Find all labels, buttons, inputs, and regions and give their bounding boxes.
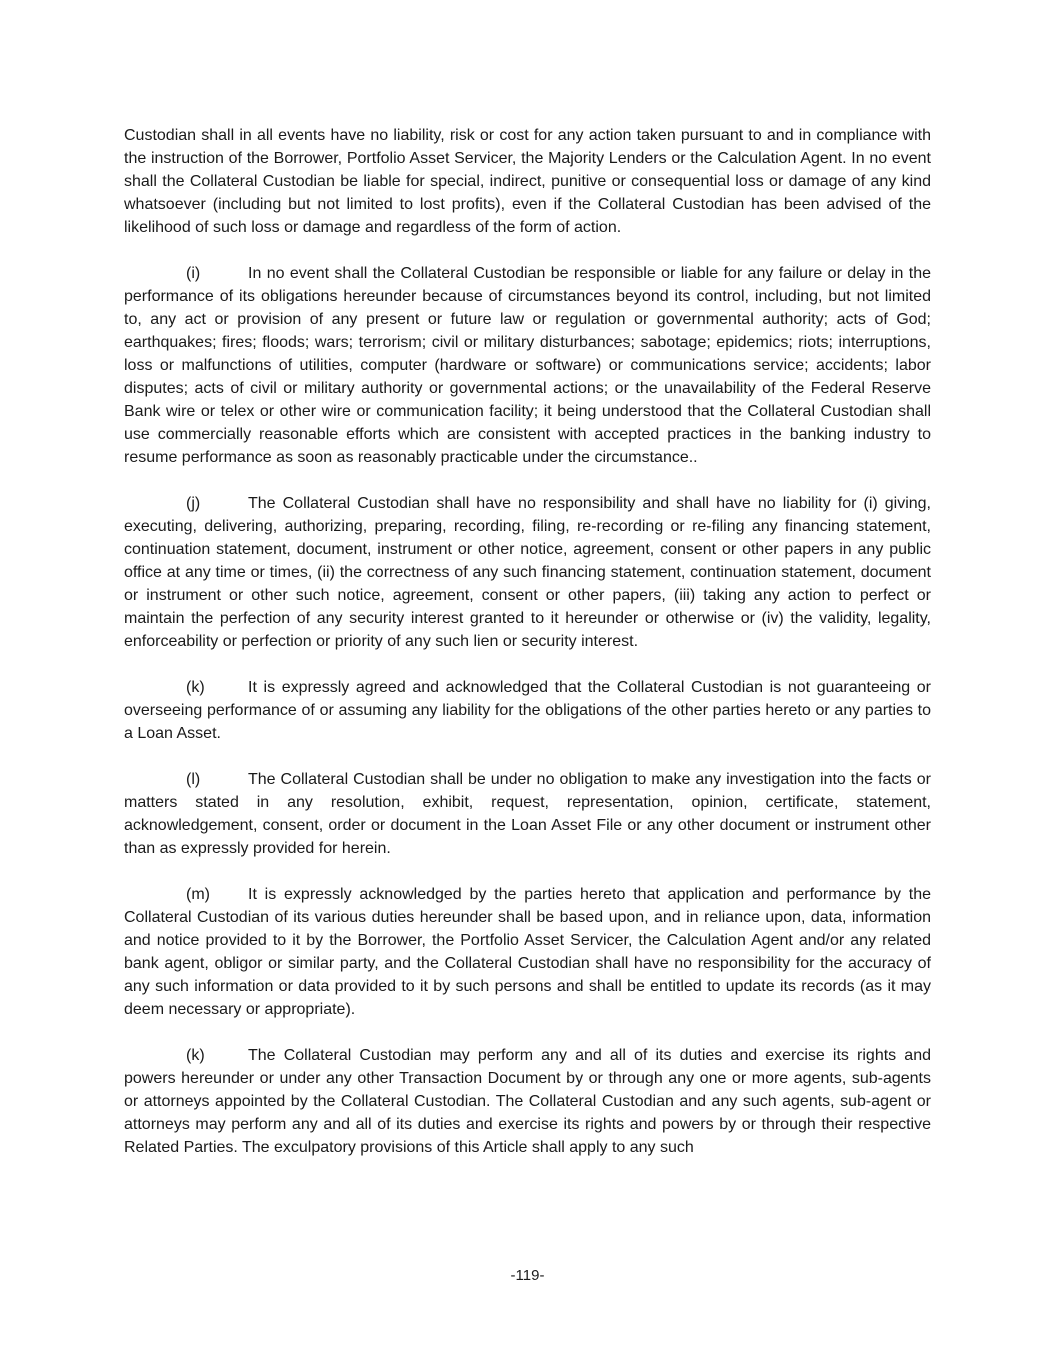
intro-paragraph: Custodian shall in all events have no liability, risk or cost for any action taken pursuant to and in compliance with the instruction of the Borrower, Portfolio Asset Servicer, the Majority Lenders or the Calculation Agent. In no event shall the Collateral Custodian be liable for special, indirect, punitive or consequential loss or damage of any kind whatsoever (including but not limited to lost profits), even if the Collateral Custodian has been advised of the likelihood of such loss or damage and regardless of the form of action.	[124, 127, 931, 236]
section-label: (j)	[186, 495, 201, 512]
section-k2-paragraph	[124, 1044, 931, 1159]
section-text: It is expressly agreed and acknowledged that the Collateral Custodian is not guaranteeing or overseeing performance of or assuming any liability for the obligations of the other parties hereto or any parties to a Loan Asset.	[124, 679, 931, 742]
section-j-paragraph	[124, 492, 931, 653]
section-i-paragraph	[124, 262, 931, 469]
section-text: The Collateral Custodian shall be under no obligation to make any investigation into the facts or matters stated in any resolution, exhibit, request, representation, opinion, certificate, statement, acknowledgement, consent, order or document in the Loan Asset File or any other document or instrument other than as expressly provided for herein.	[124, 771, 931, 857]
section-label: (k)	[186, 1047, 205, 1064]
section-text: In no event shall the Collateral Custodian be responsible or liable for any failure or delay in the performance of its obligations hereunder because of circumstances beyond its control, including, but not limited to, any act or provision of any present or future law or regulation or governmental authority; acts of God; earthquakes; fires; floods; wars; terrorism; civil or military disturbances; sabotage; epidemics; riots; interruptions, loss or malfunctions of utilities, computer (hardware or software) or communications service; accidents; labor disputes; acts of civil or military authority or governmental actions; or the unavailability of the Federal Reserve Bank wire or telex or other wire or communication facility; it being understood that the Collateral Custodian shall use commercially reasonable efforts which are consistent with accepted practices in the banking industry to resume performance as soon as reasonably practicable under the circumstance..	[124, 265, 931, 466]
section-m-paragraph	[124, 883, 931, 1021]
section-label: (m)	[186, 886, 210, 903]
page-number: -119-	[510, 1267, 545, 1284]
section-l-paragraph	[124, 768, 931, 860]
section-label: (k)	[186, 679, 205, 696]
section-k-paragraph	[124, 676, 931, 745]
document-body	[124, 124, 931, 1182]
section-text: It is expressly acknowledged by the parties hereto that application and performance by the Collateral Custodian of its various duties hereunder shall be based upon, and in reliance upon, data, information and notice provided to it by the Borrower, the Portfolio Asset Servicer, the Calculation Agent and/or any related bank agent, obligor or similar party, and the Collateral Custodian shall have no responsibility for the accuracy of any such information or data provided to it by such persons and shall be entitled to update its records (as it may deem necessary or appropriate).	[124, 886, 931, 1018]
section-label: (i)	[186, 265, 201, 282]
section-text: The Collateral Custodian may perform any and all of its duties and exercise its rights and powers hereunder or under any other Transaction Document by or through any one or more agents, sub-agents or attorneys appointed by the Collateral Custodian. The Collateral Custodian and any such agents, sub-agent or attorneys may perform any and all of its duties and exercise its rights and powers by or through their respective Related Parties. The exculpatory provisions of this Article shall apply to any such	[124, 1047, 931, 1156]
section-text: The Collateral Custodian shall have no responsibility and shall have no liability for (i) giving, executing, delivering, authorizing, preparing, recording, filing, re-recording or re-filing any financing statement, continuation statement, document, instrument or other notice, agreement, consent or other papers in any public office at any time or times, (ii) the correctness of any such financing statement, continuation statement, document or instrument or other such notice, agreement, consent or other papers, (iii) taking any action to perfect or maintain the perfection of any security interest granted to it hereunder or otherwise or (iv) the validity, legality, enforceability or perfection or priority of any such lien or security interest.	[124, 495, 931, 650]
section-label: (l)	[186, 771, 201, 788]
